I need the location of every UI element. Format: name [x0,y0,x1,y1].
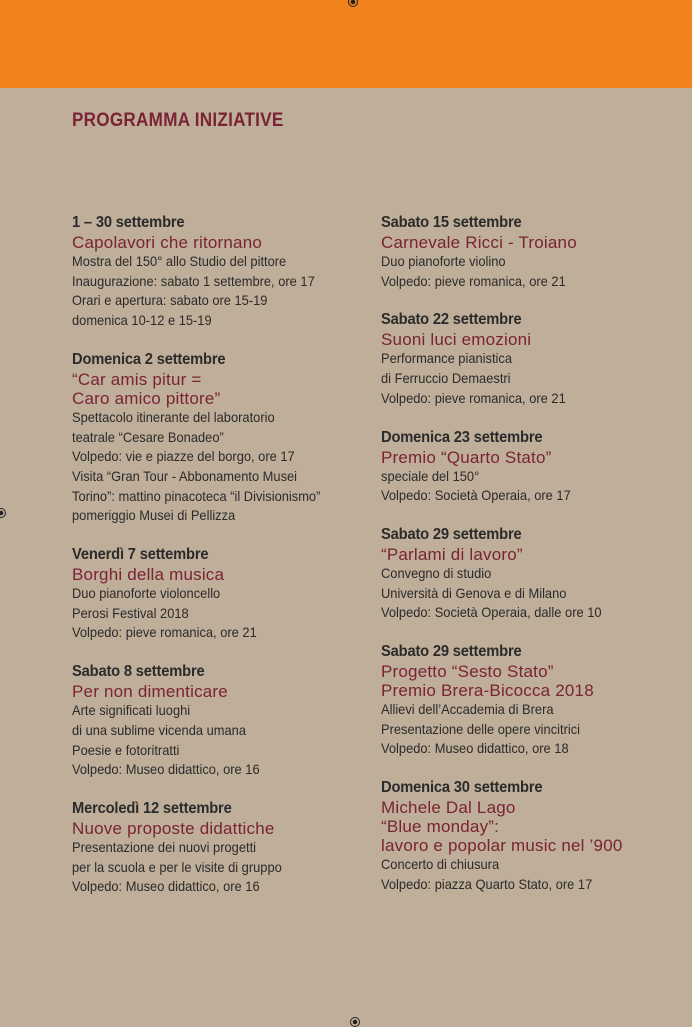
event-detail: di Ferruccio Demaestri [381,370,511,387]
event-detail: Duo pianoforte violoncello [72,585,221,602]
event-name: Caro amico pittore” [72,388,221,408]
event-date: Venerdì 7 settembre [72,546,209,564]
event-detail: Mostra del 150° allo Studio del pittore [72,253,287,269]
event-detail: speciale del 150° [381,467,480,484]
event-item [72,350,372,526]
event-name: Progetto “Sesto Stato” [381,662,554,682]
event-name: “Car amis pitur = [72,369,202,389]
event-detail: teatrale “Cesare Bonadeo” [72,428,224,445]
event-detail: Allievi dell’Accademia di Brera [381,701,554,718]
event-item [72,545,372,643]
event-detail: Presentazione dei nuovi progetti [72,838,257,855]
top-orange-band [0,0,692,88]
event-name: “Parlami di lavoro” [381,544,523,564]
event-detail: Università di Genova e di Milano [381,584,567,601]
event-detail: Volpedo: vie e piazze del borgo, ore 17 [72,448,295,465]
event-item [381,310,681,408]
event-detail: Volpedo: pieve romanica, ore 21 [72,624,257,641]
event-detail: per la scuola e per le visite di gruppo [72,858,282,875]
event-name: Nuove proposte didattiche [72,818,275,838]
event-detail: Perosi Festival 2018 [72,604,189,621]
event-name: Carnevale Ricci - Troiano [381,233,577,252]
event-date: Domenica 2 settembre [72,350,226,368]
event-name: “Blue monday”: [381,817,500,837]
event-date: Sabato 15 settembre [381,214,522,231]
event-detail: Torino”: mattino pinacoteca “il Divisionismo” [72,487,321,504]
event-item [381,213,681,291]
event-date: Sabato 8 settembre [72,663,205,681]
event-date: Sabato 22 settembre [381,311,522,329]
event-name: Per non dimenticare [72,682,228,702]
event-date: Sabato 29 settembre [381,643,522,661]
right-event-column [381,213,681,914]
event-detail: Inaugurazione: sabato 1 settembre, ore 17 [72,272,315,289]
event-detail: pomeriggio Musei di Pellizza [72,507,236,524]
event-date: Sabato 29 settembre [381,525,522,543]
event-detail: Volpedo: Società Operaia, ore 17 [381,487,571,504]
event-item [381,525,681,623]
event-detail: Volpedo: Società Operaia, dalle ore 10 [381,604,602,621]
event-item [72,213,372,331]
left-event-column [72,213,372,916]
event-detail: Poesie e fotoritratti [72,741,180,758]
event-name: lavoro e popolar music nel ’900 [381,836,623,856]
event-name: Michele Dal Lago [381,798,516,818]
event-name: Premio “Quarto Stato” [381,447,552,467]
page-title: PROGRAMMA INIZIATIVE [72,110,284,131]
event-item [72,662,372,780]
event-detail: domenica 10-12 e 15-19 [72,312,212,329]
event-item [381,778,681,894]
event-detail: Volpedo: Museo didattico, ore 16 [72,761,260,778]
event-date: Domenica 30 settembre [381,779,543,797]
event-item [381,428,681,506]
event-name: Premio Brera-Bicocca 2018 [381,681,594,701]
event-name: Suoni luci emozioni [381,330,532,350]
event-detail: Performance pianistica [381,350,513,367]
registration-mark-icon [350,1017,360,1027]
event-detail: Duo pianoforte violino [381,253,506,269]
event-detail: Orari e apertura: sabato ore 15-19 [72,292,268,309]
event-detail: Arte significati luoghi [72,702,191,719]
event-detail: Presentazione delle opere vincitrici [381,720,581,737]
event-detail: Volpedo: Museo didattico, ore 16 [72,878,260,895]
event-name: Borghi della musica [72,565,225,585]
event-item [381,642,681,759]
event-detail: Visita “Gran Tour - Abbonamento Musei [72,467,298,484]
event-name: Capolavori che ritornano [72,233,263,252]
event-item [72,799,372,897]
event-detail: Volpedo: pieve romanica, ore 21 [381,272,566,289]
event-detail: Volpedo: piazza Quarto Stato, ore 17 [381,875,593,892]
event-detail: Concerto di chiusura [381,856,500,873]
event-detail: Volpedo: Museo didattico, ore 18 [381,740,569,757]
event-date: Mercoledì 12 settembre [72,799,232,817]
event-detail: Convegno di studio [381,564,492,581]
event-date: Domenica 23 settembre [381,428,543,446]
event-date: 1 – 30 settembre [72,214,185,231]
registration-mark-icon [0,508,6,518]
event-detail: Volpedo: pieve romanica, ore 21 [381,389,566,406]
event-detail: di una sublime vicenda umana [72,721,246,738]
event-detail: Spettacolo itinerante del laboratorio [72,408,275,425]
